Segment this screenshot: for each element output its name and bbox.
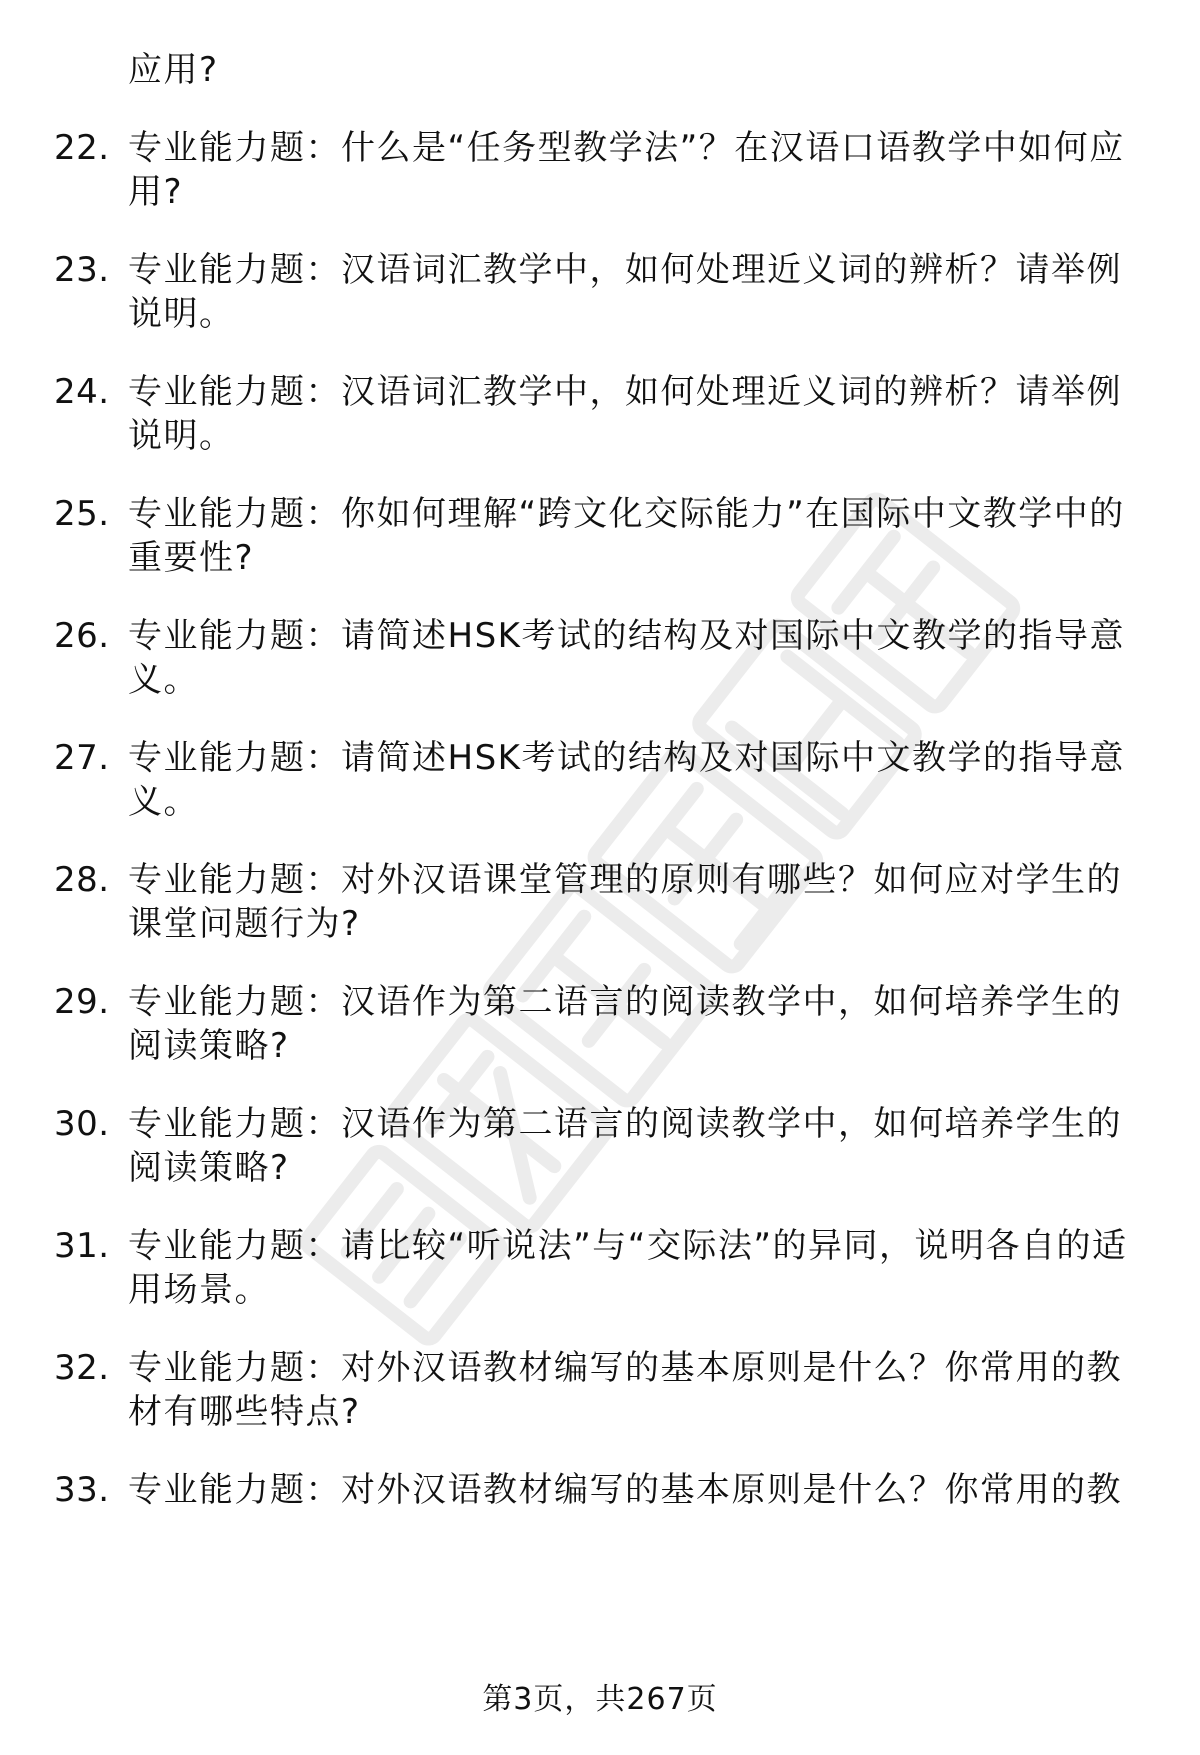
question-list xyxy=(0,48,1200,1546)
question-item xyxy=(0,1102,1200,1190)
question-text: 专业能力题：请比较“听说法”与“交际法”的异同，说明各自的适用场景。 xyxy=(128,1226,1128,1310)
question-number: 23. xyxy=(54,250,110,290)
question-number: 30. xyxy=(54,1104,110,1144)
question-item xyxy=(0,492,1200,580)
question-text: 专业能力题：对外汉语课堂管理的原则有哪些？如何应对学生的课堂问题行为? xyxy=(128,860,1122,944)
question-item xyxy=(0,736,1200,824)
continued-question xyxy=(0,48,1200,92)
page-footer: 第3页，共267页 xyxy=(482,1682,718,1717)
question-number: 28. xyxy=(54,860,110,900)
question-item xyxy=(0,614,1200,702)
question-number: 24. xyxy=(54,372,110,412)
question-text: 专业能力题：你如何理解“跨文化交际能力”在国际中文教学中的重要性? xyxy=(128,494,1125,578)
question-number: 33. xyxy=(54,1470,110,1510)
question-number: 26. xyxy=(54,616,110,656)
question-text: 专业能力题：对外汉语教材编写的基本原则是什么？你常用的教 xyxy=(128,1470,1122,1510)
question-text: 专业能力题：什么是“任务型教学法”？在汉语口语教学中如何应用? xyxy=(128,128,1125,212)
question-item xyxy=(0,1468,1200,1512)
question-item xyxy=(0,126,1200,214)
question-item xyxy=(0,980,1200,1068)
question-item xyxy=(0,1224,1200,1312)
question-text: 专业能力题：对外汉语教材编写的基本原则是什么？你常用的教材有哪些特点? xyxy=(128,1348,1122,1432)
question-number: 25. xyxy=(54,494,110,534)
question-text: 专业能力题：汉语作为第二语言的阅读教学中，如何培养学生的阅读策略? xyxy=(128,1104,1122,1188)
question-number: 29. xyxy=(54,982,110,1022)
question-text: 专业能力题：请简述HSK考试的结构及对国际中文教学的指导意义。 xyxy=(128,616,1125,700)
question-number: 31. xyxy=(54,1226,110,1266)
question-text: 专业能力题：汉语词汇教学中，如何处理近义词的辨析？请举例说明。 xyxy=(128,372,1122,456)
continued-question-text: 应用? xyxy=(128,50,219,90)
question-number: 27. xyxy=(54,738,110,778)
question-item xyxy=(0,858,1200,946)
question-number: 32. xyxy=(54,1348,110,1388)
question-item xyxy=(0,370,1200,458)
question-item xyxy=(0,248,1200,336)
question-text: 专业能力题：汉语作为第二语言的阅读教学中，如何培养学生的阅读策略? xyxy=(128,982,1122,1066)
question-number: 22. xyxy=(54,128,110,168)
question-text: 专业能力题：汉语词汇教学中，如何处理近义词的辨析？请举例说明。 xyxy=(128,250,1122,334)
question-text: 专业能力题：请简述HSK考试的结构及对国际中文教学的指导意义。 xyxy=(128,738,1125,822)
question-item xyxy=(0,1346,1200,1434)
